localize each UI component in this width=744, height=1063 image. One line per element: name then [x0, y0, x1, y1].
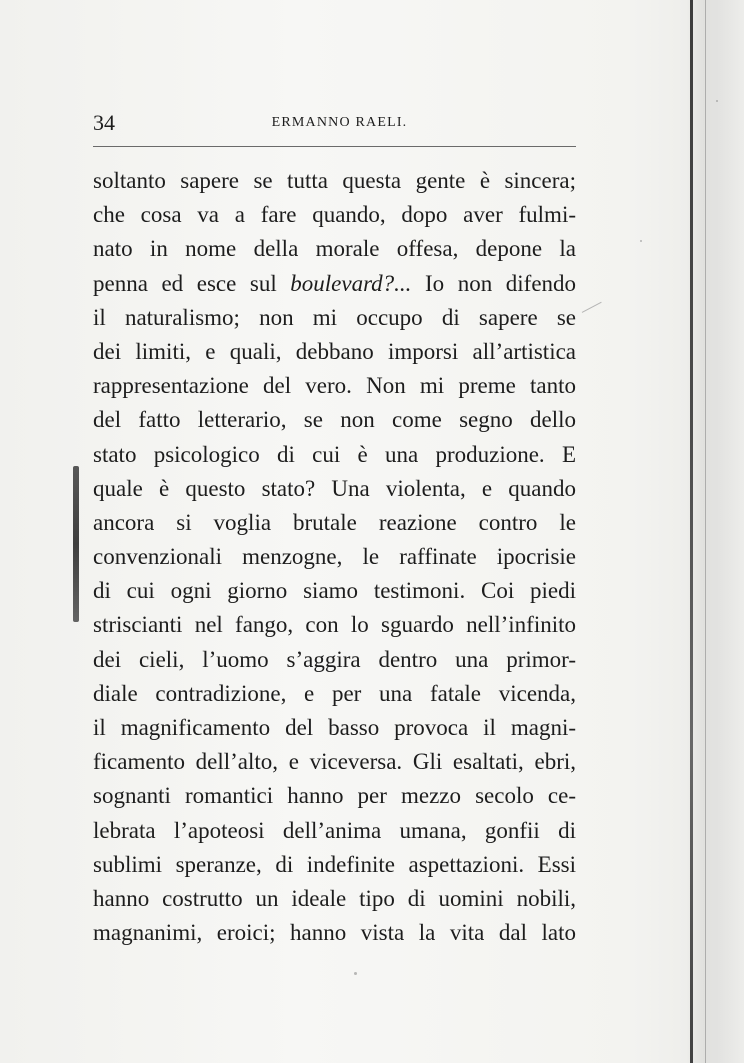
- text-line: di cui ogni giorno siamo testimoni. Coi piedi: [93, 578, 576, 604]
- italic-word: boulevard?...: [290, 270, 412, 296]
- text-line: ficamento dell’alto, e viceversa. Gli esaltati, ebri,: [93, 749, 576, 775]
- margin-ink-mark: [73, 466, 79, 622]
- pencil-annotation-mark: [582, 302, 608, 326]
- text-segment: penna ed esce sul: [93, 270, 277, 296]
- text-line: che cosa va a fare quando, dopo aver fulmi-: [93, 202, 576, 228]
- header-rule: [93, 146, 576, 147]
- text-line: lebrata l’apoteosi dell’anima umana, gonfii di: [93, 817, 576, 843]
- text-line: sublimi speranze, di indefinite aspettazioni. Essi: [93, 851, 576, 877]
- binding-edge: [690, 0, 693, 1063]
- text-line: hanno costrutto un ideale tipo di uomini nobili,: [93, 885, 576, 911]
- text-line: il magnificamento del basso provoca il magni-: [93, 715, 576, 740]
- text-line: quale è questo stato? Una violenta, e quando: [93, 475, 576, 501]
- text-line: ancora si voglia brutale reazione contro le: [93, 509, 576, 535]
- page-gutter-shadow: [686, 0, 744, 1063]
- text-line: [93, 267, 576, 301]
- text-line: del fatto letterario, se non come segno dello: [93, 407, 576, 433]
- paper-speck: [640, 240, 642, 242]
- text-line: dei limiti, e quali, debbano imporsi all’artistica: [93, 338, 576, 364]
- text-line: sognanti romantici hanno per mezzo secolo ce-: [93, 783, 576, 809]
- text-line: convenzionali menzogne, le raffinate ipocrisie: [93, 544, 576, 570]
- paper-speck: [716, 100, 718, 102]
- page-header: [93, 108, 576, 138]
- page-number: 34: [93, 110, 115, 135]
- text-line: striscianti nel fango, con lo sguardo nell’infinito: [93, 612, 576, 638]
- running-title: ERMANNO RAELI.: [271, 115, 408, 130]
- binding-edge-secondary: [705, 0, 706, 1063]
- paper-speck: [354, 972, 357, 975]
- text-line: magnanimi, eroici; hanno vista la vita dal lato: [93, 920, 576, 946]
- text-line: dei cieli, l’uomo s’aggira dentro una primor-: [93, 646, 576, 672]
- text-line: rappresentazione del vero. Non mi preme tanto: [93, 373, 576, 399]
- text-line: il naturalismo; non mi occupo di sapere se: [93, 304, 576, 330]
- text-line: soltanto sapere se tutta questa gente è sincera;: [93, 168, 576, 193]
- body-text: [93, 164, 576, 950]
- text-line: diale contradizione, e per una fatale vicenda,: [93, 680, 576, 706]
- text-line: nato in nome della morale offesa, depone la: [93, 236, 576, 262]
- text-segment: Io non difendo: [425, 270, 577, 296]
- text-line: stato psicologico di cui è una produzione. E: [93, 441, 576, 467]
